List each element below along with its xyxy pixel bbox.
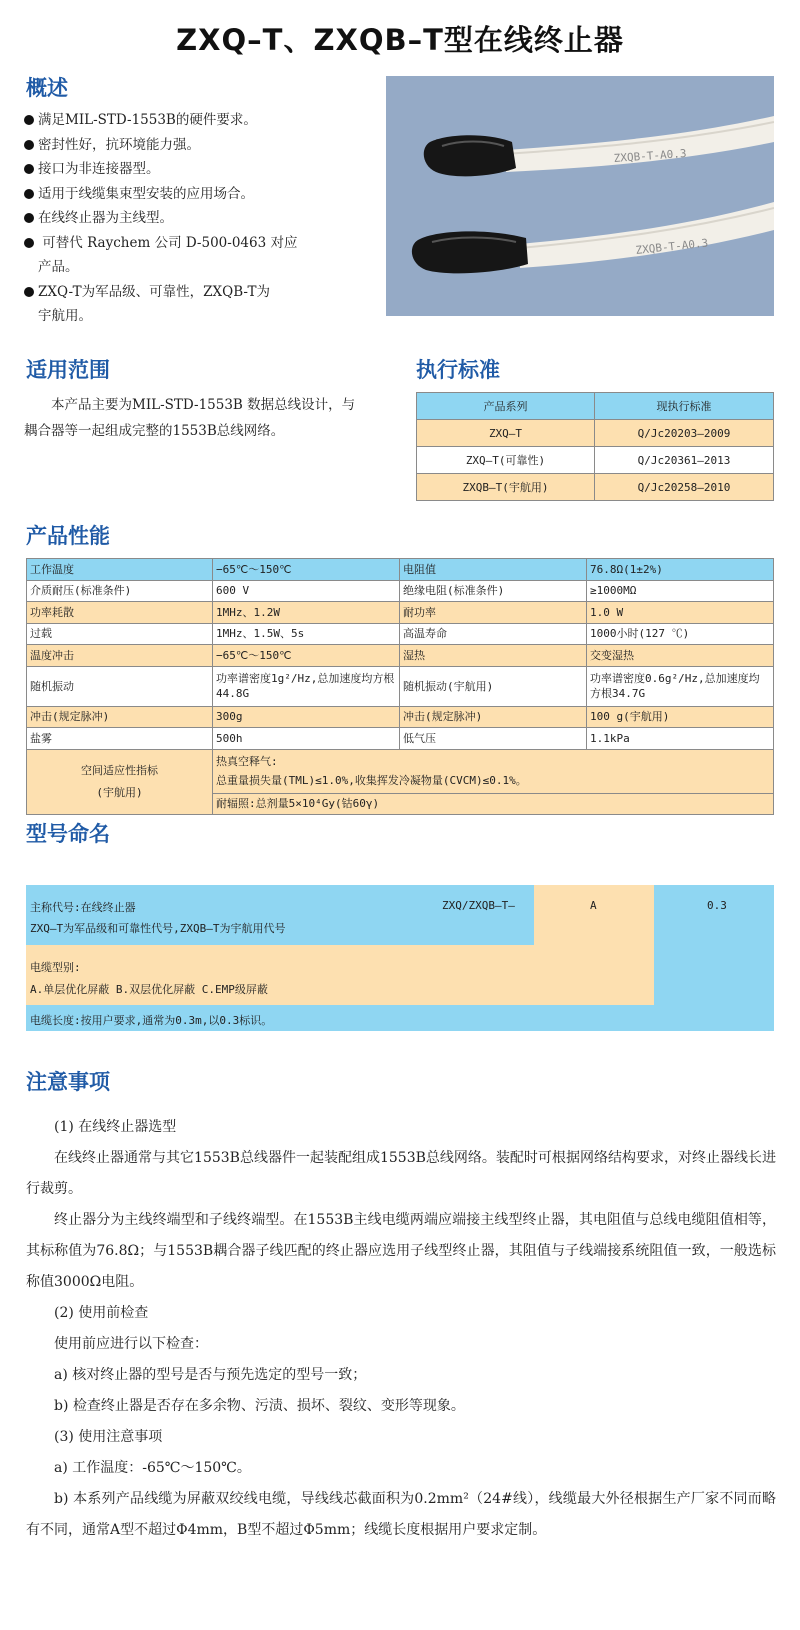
table-row <box>417 420 774 447</box>
standards-heading: 执行标准 <box>416 358 500 382</box>
product-photo <box>386 76 774 316</box>
table-cell: 功率耗散 <box>27 602 213 624</box>
cable-label-lower: ZXQB-T-A0.3 <box>634 236 709 257</box>
list-item: 在线终止器为主线型。 <box>24 206 354 231</box>
notes-paragraph: b) 本系列产品线缆为屏蔽双绞线电缆，导线线芯截面积为0.2mm²（24#线），线缆最大外径根据生产厂家不同而略有不同，通常A型不超过Φ4mm，B型不超过Φ5mm；线缆长度根据用户要求定制。 <box>26 1491 776 1538</box>
table-cell: 1.1kPa <box>587 728 774 750</box>
cable-type-label: 电缆型别: <box>30 961 81 974</box>
model-naming-diagram <box>26 885 774 1031</box>
notes-paragraph: a) 核对终止器的型号是否与预先选定的型号一致； <box>54 1367 367 1383</box>
table-cell: ≥1000MΩ <box>587 580 774 602</box>
notes-subheading: (1) 在线终止器选型 <box>54 1119 177 1135</box>
table-cell: 冲击(规定脉冲) <box>400 706 587 728</box>
bullet-icon <box>24 287 34 297</box>
table-cell: 功率谱密度0.6g²/Hz,总加速度均方根34.7G <box>587 666 774 706</box>
list-item: 接口为非连接器型。 <box>24 157 354 182</box>
list-item: 适用于线缆集束型安装的应用场合。 <box>24 182 354 207</box>
table-row <box>27 602 774 624</box>
table-cell: Q/Jc20258–2010 <box>595 474 774 501</box>
notes-paragraph: 在线终止器通常与其它1553B总线器件一起装配组成1553B总线网络。装配时可根据网络结构要求，对终止器线长进行裁剪。 <box>26 1150 776 1197</box>
overview-heading: 概述 <box>26 76 68 100</box>
scope-heading: 适用范围 <box>26 358 110 382</box>
table-cell: ZXQ–T <box>417 420 595 447</box>
vacuum-outgassing-cell: 热真空释气: 总重量损失量(TML)≤1.0%,收集挥发冷凝物量(CVCM)≤0.1%。 <box>213 749 774 793</box>
column-header: 产品系列 <box>417 393 595 420</box>
notes-paragraph: 终止器分为主线终端型和子线终端型。在1553B主线电缆两端应端接主线型终止器，其电阻值与总线电缆阻值相等，其标称值为76.8Ω；与1553B耦合器子线匹配的终止器应选用子线型终止器，其阻值与子线端接系统阻值一致，一般选标称值3000Ω电阻。 <box>26 1212 776 1290</box>
table-cell: ZXQ–T(可靠性) <box>417 447 595 474</box>
table-row <box>27 623 774 645</box>
table-cell: 600 V <box>213 580 400 602</box>
table-cell: 交变湿热 <box>587 645 774 667</box>
notes-paragraph: b) 检查终止器是否存在多余物、污渍、损坏、裂纹、变形等现象。 <box>54 1398 465 1414</box>
table-cell: 耐功率 <box>400 602 587 624</box>
table-cell: 1.0 W <box>587 602 774 624</box>
table-cell: 300g <box>213 706 400 728</box>
table-cell: 电阻值 <box>400 559 587 581</box>
bullet-icon <box>24 213 34 223</box>
cable-type-value: A <box>590 899 597 912</box>
table-cell: 1000小时(127 ℃) <box>587 623 774 645</box>
table-cell: 盐雾 <box>27 728 213 750</box>
overview-list <box>24 108 354 329</box>
table-cell: 冲击(规定脉冲) <box>27 706 213 728</box>
bullet-icon <box>24 115 34 125</box>
table-cell: 500h <box>213 728 400 750</box>
bullet-icon <box>24 238 34 248</box>
cable-label-upper: ZXQB-T-A0.3 <box>613 146 687 165</box>
table-cell: 过载 <box>27 623 213 645</box>
list-item: 可替代 Raychem 公司 D-500-0463 对应 产品。 <box>24 231 354 280</box>
table-cell: 温度冲击 <box>27 645 213 667</box>
performance-table <box>26 558 774 815</box>
table-cell: 1MHz、1.5W、5s <box>213 623 400 645</box>
cable-length-label: 电缆长度:按用户要求,通常为0.3m,以0.3标识。 <box>30 1014 273 1027</box>
notes-paragraph: 使用前应进行以下检查： <box>54 1336 208 1352</box>
cable-type-options: A.单层优化屏蔽 B.双层优化屏蔽 C.EMP级屏蔽 <box>30 983 268 996</box>
table-cell: 高温寿命 <box>400 623 587 645</box>
table-cell: Q/Jc20203–2009 <box>595 420 774 447</box>
table-cell: 低气压 <box>400 728 587 750</box>
list-item: 满足MIL-STD-1553B的硬件要求。 <box>24 108 354 133</box>
table-row <box>27 728 774 750</box>
table-cell: −65℃～150℃ <box>213 559 400 581</box>
bullet-icon <box>24 164 34 174</box>
table-cell: 绝缘电阻(标准条件) <box>400 580 587 602</box>
table-cell: 76.8Ω(1±2%) <box>587 559 774 581</box>
bullet-icon <box>24 140 34 150</box>
table-row <box>27 580 774 602</box>
table-row <box>27 749 774 793</box>
terminator-cables-image <box>386 76 774 316</box>
radiation-cell: 耐辐照:总剂量5×10⁴Gy(钴60γ) <box>213 793 774 815</box>
table-cell: Q/Jc20361–2013 <box>595 447 774 474</box>
space-adaptability-label: 空间适应性指标 (宇航用) <box>27 749 213 815</box>
main-code-label: 主称代号:在线终止器 <box>30 901 136 914</box>
notes-body <box>26 1112 776 1546</box>
table-cell: 随机振动 <box>27 666 213 706</box>
table-cell: 1MHz、1.2W <box>213 602 400 624</box>
main-code-desc: ZXQ–T为军品级和可靠性代号,ZXQB–T为宇航用代号 <box>30 922 286 935</box>
page-title: ZXQ–T、ZXQB–T型在线终止器 <box>176 23 624 57</box>
model-heading: 型号命名 <box>26 822 110 846</box>
table-header-row <box>417 393 774 420</box>
table-cell: ZXQB–T(宇航用) <box>417 474 595 501</box>
performance-heading: 产品性能 <box>26 524 110 548</box>
table-row <box>27 706 774 728</box>
table-row <box>27 666 774 706</box>
table-row <box>27 559 774 581</box>
code-value: ZXQ/ZXQB–T– <box>442 899 515 912</box>
column-header: 现执行标准 <box>595 393 774 420</box>
table-cell: 湿热 <box>400 645 587 667</box>
length-value: 0.3 <box>707 899 727 912</box>
list-item: 密封性好，抗环境能力强。 <box>24 133 354 158</box>
table-cell: 100 g(宇航用) <box>587 706 774 728</box>
list-item: ZXQ-T为军品级、可靠性，ZXQB-T为 宇航用。 <box>24 280 354 329</box>
standards-table <box>416 392 774 501</box>
table-cell: 功率谱密度1g²/Hz,总加速度均方根44.8G <box>213 666 400 706</box>
table-row <box>417 447 774 474</box>
table-row <box>417 474 774 501</box>
notes-subheading: (3) 使用注意事项 <box>54 1429 163 1445</box>
table-cell: 介质耐压(标准条件) <box>27 580 213 602</box>
table-cell: 工作温度 <box>27 559 213 581</box>
scope-text: 本产品主要为MIL-STD-1553B 数据总线设计，与耦合器等一起组成完整的1553B总线网络。 <box>24 397 356 439</box>
notes-subheading: (2) 使用前检查 <box>54 1305 149 1321</box>
table-row <box>27 645 774 667</box>
bullet-icon <box>24 189 34 199</box>
table-cell: 随机振动(宇航用) <box>400 666 587 706</box>
table-cell: −65℃～150℃ <box>213 645 400 667</box>
notes-heading: 注意事项 <box>26 1070 110 1094</box>
notes-paragraph: a) 工作温度：-65℃～150℃。 <box>54 1460 251 1476</box>
